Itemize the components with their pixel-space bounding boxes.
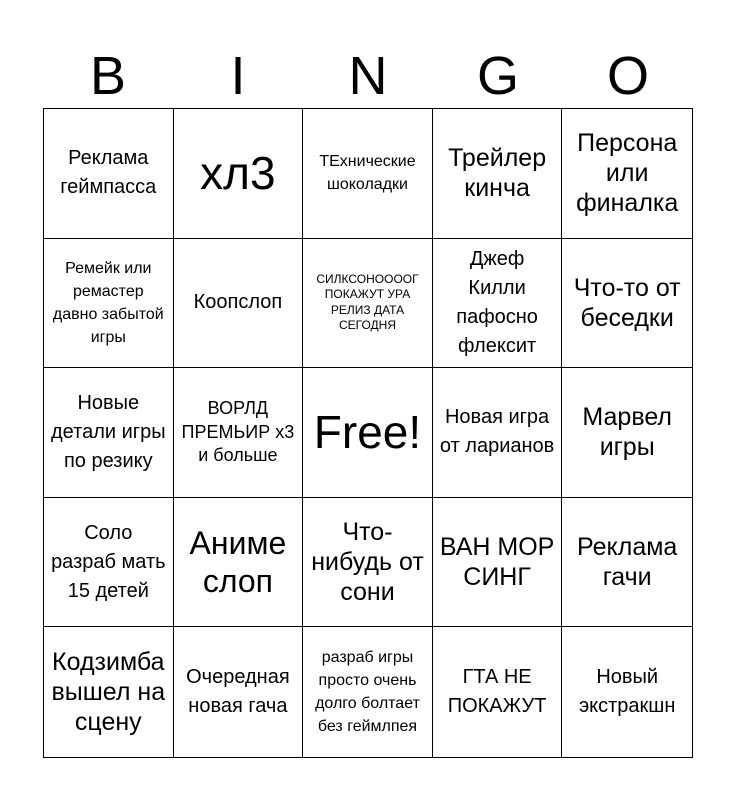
header-letter-i: I xyxy=(230,46,246,106)
bingo-cell-r3-c4[interactable]: Реклама гачи xyxy=(562,498,692,628)
bingo-header xyxy=(43,40,693,108)
bingo-cell-r4-c3[interactable]: ГТА НЕ ПОКАЖУТ xyxy=(433,627,563,757)
bingo-cell-r2-c1[interactable]: ВОРЛД ПРЕМЬИР х3 и больше xyxy=(174,368,304,498)
header-letter-o: O xyxy=(606,46,649,106)
bingo-cell-r3-c3[interactable]: ВАН МОР СИНГ xyxy=(433,498,563,628)
bingo-cell-r3-c0[interactable]: Соло разраб мать 15 детей xyxy=(44,498,174,628)
bingo-cell-r3-c1[interactable]: Аниме слоп xyxy=(174,498,304,628)
header-letter-b: B xyxy=(89,46,127,106)
bingo-cell-r0-c2[interactable]: ТЕхнические шоколадки xyxy=(303,109,433,239)
bingo-cell-r2-c3[interactable]: Новая игра от ларианов xyxy=(433,368,563,498)
bingo-cell-r3-c2[interactable]: Что-нибудь от сони xyxy=(303,498,433,628)
bingo-cell-r2-c0[interactable]: Новые детали игры по резику xyxy=(44,368,174,498)
bingo-cell-r4-c4[interactable]: Новый экстракшн xyxy=(578,666,676,718)
bingo-cell-r1-c2[interactable]: СИЛКСОНООООГ ПОКАЖУТ УРА РЕЛИЗ ДАТА СЕГОДНЯ xyxy=(303,239,433,369)
bingo-cell-r4-c1[interactable]: Очередная новая гача xyxy=(174,627,304,757)
bingo-cell-r1-c0[interactable]: Ремейк или ремастер давно забытой игры xyxy=(44,239,174,369)
bingo-cell-r2-c4[interactable]: Марвел игры xyxy=(562,368,692,498)
bingo-cell-r0-c0[interactable]: Реклама геймпасса xyxy=(44,109,174,239)
bingo-cell-r1-c3[interactable]: Джеф Килли пафосно флексит xyxy=(433,239,563,369)
bingo-cell-r1-c1[interactable]: Коопслоп xyxy=(174,239,304,369)
bingo-cell-r4-c0[interactable]: Кодзимба вышел на сцену xyxy=(44,627,174,757)
bingo-cell-r4-c2[interactable]: разраб игры просто очень долго болтает без геймлпея xyxy=(303,627,433,757)
bingo-cell-free[interactable]: Free! xyxy=(303,368,433,498)
bingo-cell-r0-c4[interactable]: Персона или финалка xyxy=(562,109,692,239)
bingo-cell-r1-c4[interactable]: Что-то от беседки xyxy=(562,239,692,369)
header-letter-n: N xyxy=(348,46,388,106)
bingo-cell-r0-c1[interactable]: хл3 xyxy=(174,109,304,239)
bingo-grid xyxy=(43,108,693,758)
header-letter-g: G xyxy=(476,46,519,106)
bingo-cell-r0-c3[interactable]: Трейлер кинча xyxy=(433,109,563,239)
